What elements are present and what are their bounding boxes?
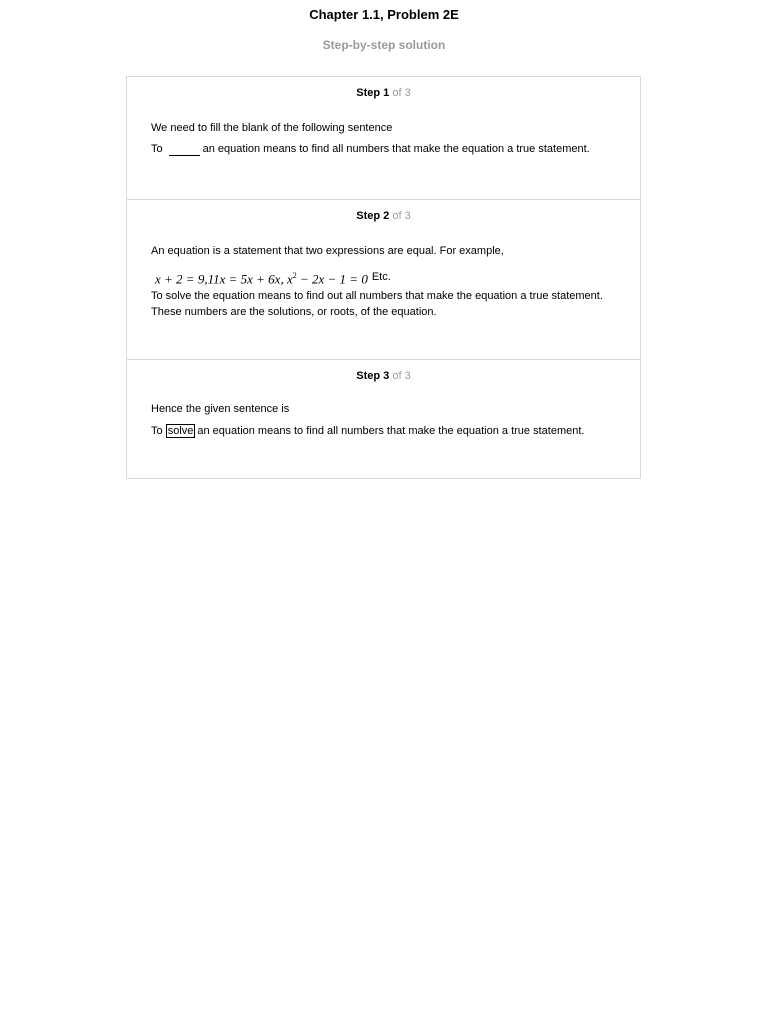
equation-examples [155, 268, 391, 287]
step-3-text-2-prefix: To [151, 425, 163, 437]
step-1-text-2-suffix: an equation means to find all numbers that make the equation a true statement. [202, 143, 590, 155]
fill-in-blank [169, 144, 200, 156]
step-3-text-2-suffix: an equation means to find all numbers that make the equation a true statement. [197, 425, 585, 437]
step-1-text-2 [151, 142, 590, 156]
step-3-label: Step 3 [356, 370, 390, 382]
step-2-text-4: These numbers are the solutions, or roots, of the equation. [151, 306, 437, 318]
step-1-count: of 3 [389, 87, 411, 99]
step-3-header [127, 369, 640, 383]
equation-part-2: − 2x − 1 = 0 [296, 271, 368, 287]
step-3 [127, 360, 640, 478]
step-3-text-1: Hence the given sentence is [151, 403, 290, 415]
page-title: Chapter 1.1, Problem 2E [309, 7, 459, 22]
page-subtitle: Step-by-step solution [322, 38, 446, 52]
step-2-text-1: An equation is a statement that two expressions are equal. For example, [151, 245, 504, 257]
step-2-header [127, 209, 640, 223]
step-1-text-1: We need to fill the blank of the following sentence [151, 122, 393, 134]
equation-part-1: x + 2 = 9,11x = 5x + 6x, x [155, 271, 293, 287]
step-1-label: Step 1 [356, 87, 390, 99]
step-3-count: of 3 [389, 370, 411, 382]
step-1 [127, 77, 640, 200]
step-1-header [127, 86, 640, 100]
step-2-label: Step 2 [356, 210, 390, 222]
step-2-text-3: To solve the equation means to find out all numbers that make the equation a true statement. [151, 290, 603, 302]
step-1-text-2-prefix: To [151, 143, 163, 155]
solution-steps [126, 76, 641, 479]
equation-etc: Etc. [371, 271, 391, 284]
equation-exponent: 2 [292, 271, 297, 280]
step-3-text-2 [151, 424, 584, 438]
answer-box: solve [167, 425, 194, 437]
step-2-count: of 3 [389, 210, 411, 222]
step-2 [127, 200, 640, 360]
